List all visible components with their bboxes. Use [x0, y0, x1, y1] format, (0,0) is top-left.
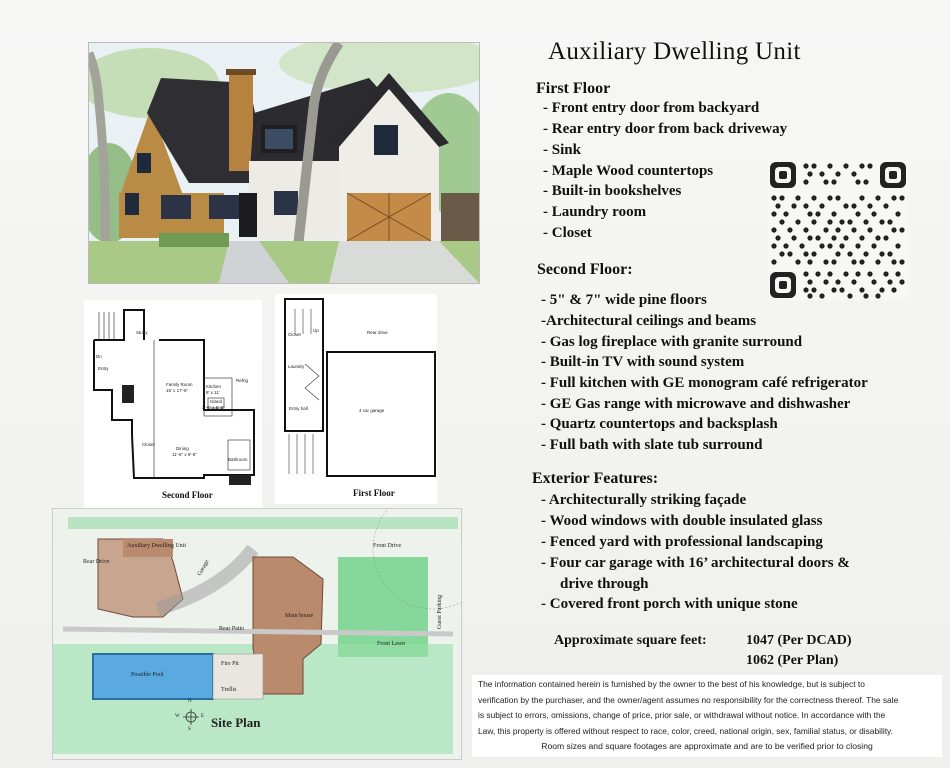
- second-floor-item: - GE Gas range with microwave and dishwasher: [541, 396, 851, 412]
- site-label-trellis: Trellis: [221, 687, 237, 693]
- site-label-adu: Auxiliary Dwelling Unit: [127, 543, 186, 549]
- qr-code-icon: [768, 160, 908, 300]
- site-label-garage: Garage: [196, 558, 211, 578]
- first-floor-plan-caption: First Floor: [353, 488, 395, 498]
- exterior-item: drive through: [560, 576, 649, 592]
- sqft-dcad: 1047 (Per DCAD): [746, 633, 852, 648]
- second-floor-heading: Second Floor:: [537, 261, 633, 278]
- first-floor-item: - Built-in bookshelves: [543, 183, 682, 199]
- first-floor-item: - Front entry door from backyard: [543, 100, 760, 116]
- second-floor-item: - Quartz countertops and backsplash: [541, 416, 778, 432]
- disclaimer-line: Room sizes and square footages are approximate and are to be verified prior to closing: [541, 741, 873, 752]
- site-label-main-house: Main house: [285, 613, 314, 619]
- disclaimer-line: verification by the purchaser, and the owner/agent assumes no responsibility for the correctness thereof. The sale: [478, 694, 899, 705]
- qr-code[interactable]: [768, 160, 908, 300]
- compass-s: S: [188, 727, 191, 732]
- second-floor-plan: [84, 300, 262, 508]
- first-floor-item: - Sink: [543, 142, 581, 158]
- site-label-rear-drive: Rear Drive: [83, 559, 110, 565]
- site-label-possible-pool: Possible Pool: [131, 672, 164, 678]
- plan-label-entry: Entry: [98, 366, 109, 371]
- site-label-fire-pit: Fire Pit: [221, 661, 239, 667]
- plan-label-up: Up: [313, 328, 319, 333]
- plan-label-ff-closet: Closet: [288, 332, 301, 337]
- second-floor-item: - Full bath with slate tub surround: [541, 437, 763, 453]
- exterior-item: - Fenced yard with professional landscaping: [541, 534, 823, 550]
- plan-label-rear-drive: Rear drive: [367, 330, 388, 335]
- plan-label-family-room-size: 15' x 17'-6": [166, 388, 189, 393]
- first-floor-item: - Closet: [543, 225, 592, 241]
- exterior-heading: Exterior Features:: [532, 470, 659, 487]
- plan-label-4-car-garage: 4 car garage: [359, 408, 385, 413]
- first-floor-item: - Laundry room: [543, 204, 647, 220]
- page-title: Auxiliary Dwelling Unit: [548, 38, 801, 65]
- site-label-rear-patio: Rear Patio: [219, 626, 245, 632]
- second-floor-item: - Built-in TV with sound system: [541, 354, 745, 370]
- second-floor-plan-drawing: [84, 300, 262, 508]
- first-floor-plan: [275, 294, 437, 504]
- plan-label-island: Island: [210, 399, 223, 404]
- compass-e: E: [201, 714, 205, 719]
- plan-label-laundry: Laundry: [288, 364, 305, 369]
- plan-label-study: Study: [136, 330, 148, 335]
- plan-label-refrig: Refrig: [236, 378, 249, 383]
- plan-label-dn: Dn: [96, 354, 102, 359]
- legal-disclaimer: [472, 675, 942, 757]
- compass-w: W: [175, 714, 180, 719]
- first-floor-item: - Maple Wood countertops: [543, 163, 714, 179]
- first-floor-heading: First Floor: [536, 80, 611, 97]
- house-rendering: [88, 42, 480, 284]
- plan-label-dining: Dining: [176, 446, 189, 451]
- plan-label-dining-size: 11'-6" x 9'-6": [172, 452, 197, 457]
- disclaimer-line: Law, this property is offered without respect to race, color, creed, national origin, sex, familial status, or disability.: [478, 725, 893, 736]
- disclaimer-line: The information contained herein is furnished by the owner to the best of his knowledge, but is subject to: [478, 679, 865, 689]
- plan-label-family-room: Family Room: [166, 382, 193, 387]
- plan-label-entry-hall: Entry hall: [289, 406, 308, 411]
- compass-n: N: [188, 699, 192, 704]
- second-floor-item: - 5" & 7" wide pine floors: [541, 292, 707, 308]
- first-floor-item: - Rear entry door from back driveway: [543, 121, 788, 137]
- second-floor-plan-caption: Second Floor: [162, 490, 213, 500]
- plan-label-closet: Closet: [142, 442, 155, 447]
- sqft-label: Approximate square feet:: [554, 633, 707, 648]
- site-plan: [52, 508, 462, 760]
- first-floor-plan-drawing: [275, 294, 437, 504]
- second-floor-item: - Gas log fireplace with granite surround: [541, 334, 803, 350]
- house-rendering-illustration: [89, 43, 479, 283]
- plan-label-bathroom: Bathroom: [228, 457, 248, 462]
- exterior-item: - Wood windows with double insulated glass: [541, 513, 823, 529]
- site-plan-caption: Site Plan: [211, 715, 261, 730]
- sqft-plan: 1062 (Per Plan): [746, 653, 839, 668]
- exterior-item: - Architecturally striking façade: [541, 492, 747, 508]
- disclaimer-line: is subject to errors, omissions, change of price, prior sale, or withdrawal without notice. In accordance with the: [478, 710, 886, 721]
- plan-label-kitchen-size: 8' x 11': [206, 390, 220, 395]
- site-label-guest-parking: Guest Parking: [437, 594, 444, 630]
- plan-label-kitchen: Kitchen: [206, 384, 222, 389]
- plan-label-island-size: 3'-6" x 5'-6": [202, 405, 225, 410]
- exterior-item: - Covered front porch with unique stone: [541, 596, 798, 612]
- second-floor-item: -Architectural ceilings and beams: [541, 313, 757, 329]
- site-label-front-drive: Front Drive: [373, 543, 402, 549]
- exterior-item: - Four car garage with 16’ architectural doors &: [541, 555, 850, 571]
- second-floor-item: - Full kitchen with GE monogram café refrigerator: [541, 375, 868, 391]
- site-label-front-lawn: Front Lawn: [377, 641, 406, 647]
